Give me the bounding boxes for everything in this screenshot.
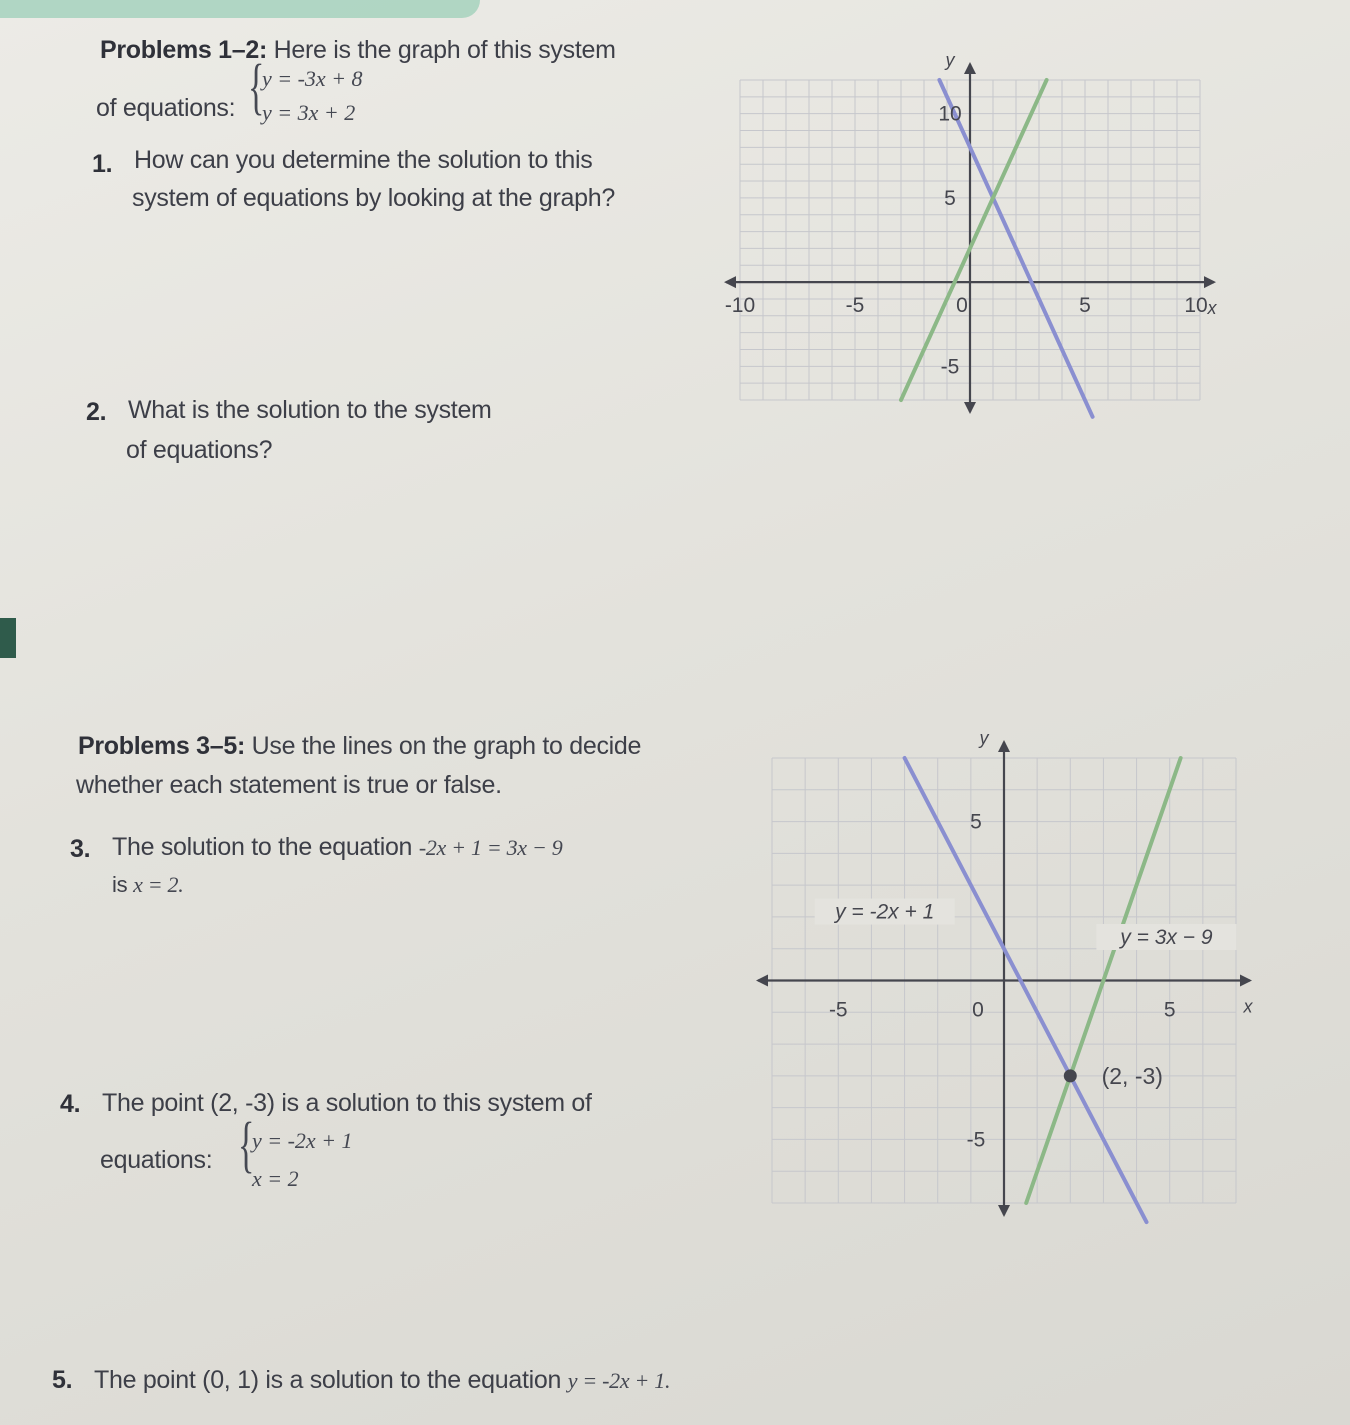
series-line <box>905 758 1147 1222</box>
page-top-tab <box>0 0 480 18</box>
x-tick-label: 0 <box>956 294 968 318</box>
x-axis-label: x <box>1207 298 1217 319</box>
y-tick-label: -5 <box>940 355 960 379</box>
q3-line2-text: is <box>112 872 134 897</box>
x-axis-arrow-left <box>724 276 736 288</box>
y-tick-label: 10 <box>938 102 962 126</box>
y-axis-arrow-up <box>964 62 976 74</box>
system-eq-2: y = 3x + 2 <box>262 100 356 125</box>
series-label-green-line: y = 3x − 9 <box>1120 926 1213 949</box>
x-tick-label: 10 <box>1184 294 1208 318</box>
q1-number: 1. <box>92 150 113 178</box>
x-tick-label: 0 <box>972 998 984 1022</box>
y-tick-label: 5 <box>970 810 982 834</box>
series-line <box>901 80 1047 400</box>
q3-number: 3. <box>70 835 91 863</box>
section2-header <box>78 732 641 761</box>
q3-line2 <box>112 872 183 898</box>
section2-header-bold: Problems 3–5: <box>78 732 246 760</box>
q5-number: 5. <box>52 1366 73 1394</box>
q2-line1: What is the solution to the system <box>128 396 492 424</box>
q3-line1 <box>112 833 562 862</box>
system-eq-1: y = -2x + 1 <box>252 1128 353 1153</box>
x-axis-arrow-right <box>1204 276 1216 288</box>
y-tick-label: 5 <box>944 186 956 210</box>
system-brace: { <box>248 53 265 121</box>
q4-line2: equations: <box>100 1146 213 1174</box>
section1-header-line2: of equations: <box>96 94 236 122</box>
q3-line1-math: -2x + 1 = 3x − 9 <box>418 835 563 860</box>
y-axis-label: y <box>979 728 989 748</box>
q4-number: 4. <box>60 1090 81 1118</box>
x-tick-label: -5 <box>828 998 848 1022</box>
q5-text: The point (0, 1) is a solution to the equation <box>94 1366 568 1394</box>
graph-2 <box>750 728 1260 1228</box>
x-tick-label: -10 <box>724 294 756 318</box>
x-tick-label: 5 <box>1163 998 1176 1022</box>
section1-header-bold: Problems 1–2: <box>100 36 268 64</box>
section2-header-line2: whether each statement is true or false. <box>76 771 502 799</box>
q3-line1-text: The solution to the equation <box>112 833 419 861</box>
x-tick-label: 5 <box>1079 294 1091 318</box>
q1-line2: system of equations by looking at the graph? <box>132 184 615 212</box>
y-axis-arrow-down <box>998 1205 1010 1217</box>
y-axis-arrow-up <box>998 740 1010 752</box>
q5-math: y = -2x + 1. <box>567 1368 671 1393</box>
x-axis-arrow-left <box>756 975 768 987</box>
intersection-point-label: (2, -3) <box>1101 1062 1163 1089</box>
section1-header <box>100 36 616 65</box>
q3-line2-math: x = 2. <box>133 872 184 897</box>
graph-1 <box>710 50 1230 420</box>
y-axis-label: y <box>945 50 955 70</box>
system-eq-2: x = 2 <box>252 1166 299 1191</box>
x-axis-arrow-right <box>1240 975 1252 987</box>
page-side-tab <box>0 618 16 658</box>
y-axis-arrow-down <box>964 402 976 414</box>
section2-header-rest: Use the lines on the graph to decide <box>245 732 642 760</box>
intersection-point <box>1064 1069 1077 1082</box>
q4-line1: The point (2, -3) is a solution to this system of <box>102 1089 592 1117</box>
q5-line <box>94 1366 670 1395</box>
y-tick-label: -5 <box>966 1128 986 1152</box>
x-axis-label: x <box>1243 996 1253 1017</box>
q2-number: 2. <box>86 398 107 426</box>
system-brace: { <box>238 1111 255 1179</box>
series-label-blue-line: y = -2x + 1 <box>835 900 935 924</box>
q1-line1: How can you determine the solution to this <box>134 146 593 174</box>
q2-line2: of equations? <box>126 436 273 464</box>
x-tick-label: -5 <box>845 294 865 318</box>
system-eq-1: y = -3x + 8 <box>262 66 363 91</box>
section1-header-rest: Here is the graph of this system <box>267 36 616 64</box>
